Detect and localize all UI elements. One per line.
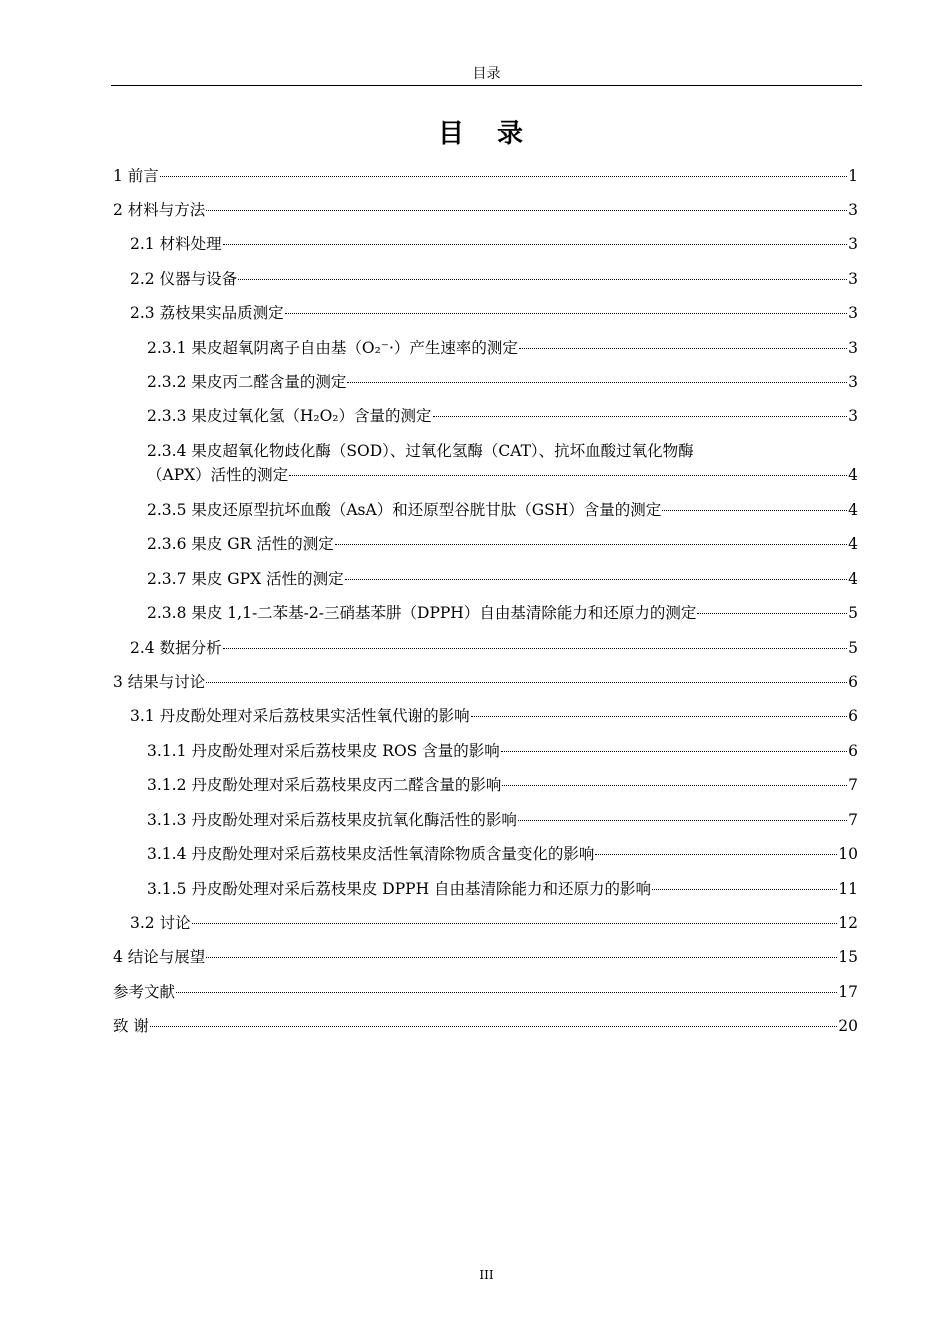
toc-page-number: 20	[838, 1017, 858, 1035]
toc-entry-label: 3.1.4 丹皮酚处理对采后荔枝果皮活性氧清除物质含量变化的影响	[147, 845, 595, 863]
dot-leader	[223, 244, 848, 245]
toc-page-number: 3	[848, 339, 858, 357]
toc-entry-label: 3.1.3 丹皮酚处理对采后荔枝果皮抗氧化酶活性的影响	[147, 811, 517, 829]
toc-entry-label: 参考文献	[113, 983, 176, 1001]
toc-entry-label: 2.3.4 果皮超氧化物歧化酶（SOD）、过氧化氢酶（CAT）、抗坏血酸过氧化物酶	[147, 442, 694, 460]
running-header: 目录	[472, 66, 501, 82]
toc-page-number: 17	[838, 983, 858, 1001]
dot-leader	[206, 957, 837, 958]
toc-entry[interactable]	[147, 498, 858, 522]
toc-entry[interactable]	[130, 636, 858, 660]
toc-entry-label-continuation: （APX）活性的测定	[147, 466, 289, 484]
toc-page-number: 6	[848, 673, 858, 691]
toc-page-number: 1	[848, 167, 858, 185]
toc-page-number: 3	[848, 407, 858, 425]
toc-entry-label: 2.3 荔枝果实品质测定	[130, 304, 284, 322]
toc-page-number: 6	[848, 707, 858, 725]
toc-page-number: 5	[848, 604, 858, 622]
toc-entry-label: 2.3.7 果皮 GPX 活性的测定	[147, 570, 344, 588]
toc-entry-label: 3.1.5 丹皮酚处理对采后荔枝果皮 DPPH 自由基清除能力和还原力的影响	[147, 880, 652, 898]
dot-leader	[192, 923, 838, 924]
toc-entry-label: 2.3.1 果皮超氧阴离子自由基（O₂⁻·）产生速率的测定	[147, 339, 518, 357]
toc-entry-label: 2.3.3 果皮过氧化氢（H₂O₂）含量的测定	[147, 407, 432, 425]
toc-page-number: 7	[848, 811, 858, 829]
toc-entry-label: 3.1.2 丹皮酚处理对采后荔枝果皮丙二醛含量的影响	[147, 776, 502, 794]
toc-page-number: 3	[848, 270, 858, 288]
dot-leader	[662, 510, 847, 511]
toc-page-number: 15	[838, 948, 858, 966]
dot-leader	[502, 785, 847, 786]
toc-page-number: 5	[848, 639, 858, 657]
toc-page-number: 3	[848, 201, 858, 219]
dot-leader	[501, 751, 847, 752]
dot-leader	[345, 579, 848, 580]
toc-entry-label: 4 结论与展望	[113, 948, 206, 966]
dot-leader	[176, 992, 837, 993]
dot-leader	[519, 348, 847, 349]
header-rule	[111, 85, 862, 86]
toc-page-number: 4	[848, 570, 858, 588]
toc-entry-label: 2.3.6 果皮 GR 活性的测定	[147, 535, 334, 553]
toc-page-number: 3	[848, 373, 858, 391]
dot-leader	[697, 613, 847, 614]
toc-page-number: 10	[838, 845, 858, 863]
toc-entry-label: 2.3.8 果皮 1,1-二苯基-2-三硝基苯肼（DPPH）自由基清除能力和还原力的测定	[147, 604, 697, 622]
dot-leader	[652, 889, 837, 890]
toc-entry[interactable]	[130, 232, 858, 256]
toc-entry-label: 3.2 讨论	[130, 914, 191, 932]
toc-entry[interactable]	[147, 877, 858, 901]
toc-page-number: 4	[848, 501, 858, 519]
dot-leader	[206, 682, 847, 683]
dot-leader	[238, 279, 847, 280]
toc-entry-label: 3.1.1 丹皮酚处理对采后荔枝果皮 ROS 含量的影响	[147, 742, 500, 760]
toc-entry-label: 2.4 数据分析	[130, 639, 222, 657]
toc-page-number: 12	[838, 914, 858, 932]
dot-leader	[518, 820, 847, 821]
toc-entry-label: 3 结果与讨论	[113, 673, 206, 691]
page-title: 目 录	[437, 119, 536, 149]
toc-entry-label: 2.3.5 果皮还原型抗坏血酸（AsA）和还原型谷胱甘肽（GSH）含量的测定	[147, 501, 662, 519]
dot-leader	[206, 210, 847, 211]
toc-entry[interactable]	[147, 567, 858, 591]
toc-entry[interactable]	[130, 301, 858, 325]
toc-page-number: 4	[848, 466, 858, 484]
toc-entry[interactable]	[130, 704, 858, 728]
toc-entry-label: 2 材料与方法	[113, 201, 206, 219]
toc-entry-label: 致 谢	[113, 1017, 149, 1035]
dot-leader	[335, 544, 847, 545]
dot-leader	[289, 475, 847, 476]
toc-entry[interactable]	[113, 945, 858, 969]
page-number: III	[479, 1268, 494, 1282]
toc-entry[interactable]	[147, 773, 858, 797]
toc-page-number: 11	[838, 880, 858, 898]
dot-leader	[471, 716, 848, 717]
dot-leader	[160, 176, 847, 177]
toc-entry-label: 2.3.2 果皮丙二醛含量的测定	[147, 373, 347, 391]
toc-entry-label: 2.1 材料处理	[130, 235, 222, 253]
toc-entry-label: 3.1 丹皮酚处理对采后荔枝果实活性氧代谢的影响	[130, 707, 470, 725]
toc-page-number: 6	[848, 742, 858, 760]
toc-page-number: 3	[848, 304, 858, 322]
dot-leader	[285, 313, 848, 314]
toc-entry[interactable]	[113, 198, 858, 222]
toc-entry[interactable]	[113, 164, 858, 188]
toc-entry[interactable]	[130, 911, 858, 935]
toc-page-number: 4	[848, 535, 858, 553]
toc-page-number: 7	[848, 776, 858, 794]
toc-entry[interactable]	[113, 980, 858, 1004]
toc-entry[interactable]	[130, 267, 858, 291]
toc-entry[interactable]	[147, 808, 858, 832]
toc-entry-label: 2.2 仪器与设备	[130, 270, 238, 288]
dot-leader	[595, 854, 837, 855]
dot-leader	[150, 1026, 837, 1027]
dot-leader	[347, 382, 847, 383]
toc-entry[interactable]	[113, 670, 858, 694]
toc-entry[interactable]	[147, 463, 858, 487]
toc-entry[interactable]	[147, 532, 858, 556]
dot-leader	[433, 416, 848, 417]
toc-entry[interactable]	[113, 1014, 858, 1038]
dot-leader	[223, 648, 848, 649]
toc-entry[interactable]	[147, 739, 858, 763]
toc-entry[interactable]	[147, 601, 858, 625]
toc-entry[interactable]	[147, 404, 858, 428]
toc-entry-label: 1 前言	[113, 167, 159, 185]
toc-page-number: 3	[848, 235, 858, 253]
toc-entry[interactable]	[147, 336, 858, 360]
toc-entry[interactable]	[147, 370, 858, 394]
toc-entry[interactable]	[147, 842, 858, 866]
